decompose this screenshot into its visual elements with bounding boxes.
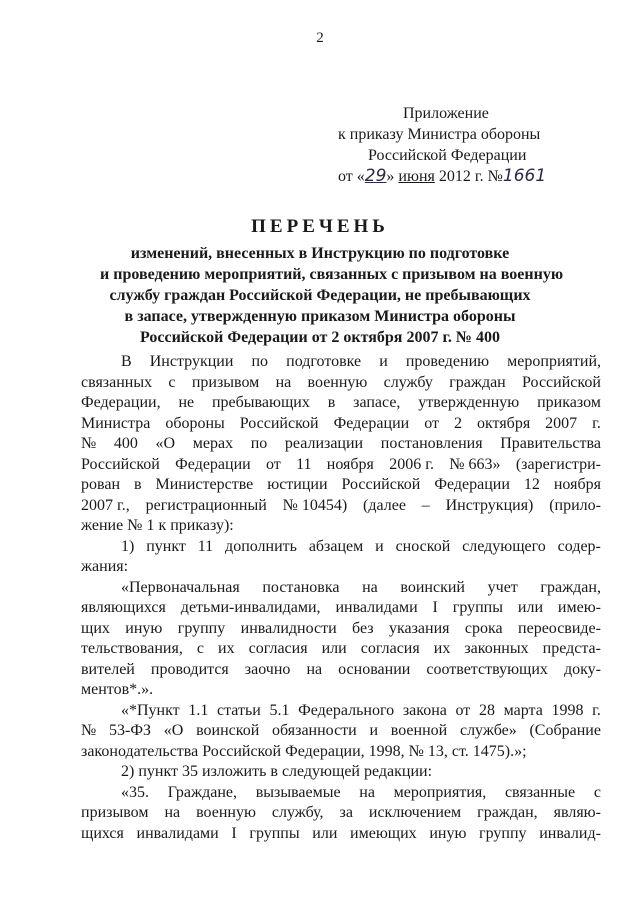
word: следующего [462, 537, 546, 555]
title-line: Российской Федерации от 2 октября 2007 г. № 400 [140, 329, 500, 346]
date-day-handwritten: 29 [364, 166, 387, 186]
word: инвалидами [136, 824, 219, 842]
document-title [100, 214, 564, 348]
text-line [81, 742, 601, 763]
word: в [133, 476, 142, 493]
word: В [121, 353, 132, 370]
word: инвалид- [539, 824, 601, 842]
word: или [321, 640, 347, 657]
word: согласия [248, 640, 308, 657]
word: содер- [557, 537, 601, 555]
word: регистрационный [145, 496, 267, 514]
word: группы [249, 824, 300, 842]
word: 1998 [551, 701, 584, 719]
date-month: июня [398, 168, 435, 185]
word: граждан, [540, 578, 601, 596]
word: имеющих [350, 824, 417, 842]
word: «*Пункт [121, 701, 180, 719]
word: Российской [239, 414, 319, 432]
text-line [81, 434, 601, 455]
word: октября [476, 414, 531, 432]
word: Министерстве [155, 476, 254, 493]
word: постановления [380, 435, 483, 452]
word: учет [487, 578, 518, 596]
word: исключением [368, 804, 462, 821]
word: Инструкция) [445, 496, 534, 514]
word: проводится [150, 660, 229, 678]
word: граждан, [477, 804, 538, 821]
word: 12 [523, 476, 540, 493]
word: и [379, 353, 388, 370]
word: № 663» [449, 455, 501, 473]
word: 2) пункт 35 изложить в следующей редакции: [121, 763, 433, 780]
appendix-line-3: Российской Федерации [368, 147, 527, 164]
text-line [81, 598, 601, 619]
word: переосвиде- [518, 619, 601, 637]
page-number: 2 [316, 30, 324, 46]
word: обязанности [272, 722, 357, 739]
word: службе» [459, 722, 517, 739]
word: связанные [504, 783, 576, 801]
word: закона [402, 701, 447, 719]
text-line [81, 824, 601, 845]
word: являющихся [81, 599, 166, 616]
word: (зарегистри- [515, 455, 601, 473]
word: доку- [563, 660, 601, 678]
word: пункт [146, 537, 186, 555]
word: на [359, 783, 375, 801]
word: Федерального [298, 701, 395, 719]
word: указания [388, 619, 450, 637]
word: и [375, 537, 384, 555]
word: 53-ФЗ [109, 722, 151, 739]
word: не [178, 394, 195, 411]
text-line [81, 516, 601, 537]
word: дополнить [225, 537, 297, 555]
word: Федерации [175, 455, 251, 473]
word: вителей [81, 660, 135, 678]
word: основании [338, 660, 411, 678]
text-line [81, 619, 601, 640]
word: военную [196, 804, 256, 821]
word: граждан [449, 373, 506, 391]
text-line [81, 803, 601, 824]
word: 1) [121, 537, 135, 555]
word: запасе, [353, 394, 401, 411]
word: щих [81, 619, 110, 637]
word: 11 [296, 455, 312, 473]
word: 11 [197, 537, 214, 555]
word: призывом [191, 373, 260, 391]
word: 1.1 [188, 701, 209, 719]
word: предста- [542, 640, 601, 657]
word: вызываемые [255, 783, 341, 801]
word: законных [464, 640, 529, 657]
title-line: изменений, внесенных в Инструкцию по подготовке [130, 245, 510, 262]
date-mid: » [386, 168, 399, 185]
word: Российской [341, 476, 421, 493]
word: их [218, 640, 235, 657]
word: № 10454) [282, 496, 348, 514]
word: постановка [262, 578, 340, 596]
word: без [352, 619, 374, 637]
word: (Собрание [529, 722, 601, 739]
word: 2007 г., [81, 496, 130, 514]
word: службу [383, 373, 433, 391]
word: статьи [216, 701, 261, 719]
word: их [433, 640, 451, 657]
word: на [306, 660, 323, 678]
word: детьми-инвалидами, [180, 599, 321, 616]
word: I [432, 599, 438, 616]
word: тельствования, [81, 640, 183, 657]
title-lines [100, 243, 564, 348]
word: заочно [244, 660, 291, 678]
word: или [312, 824, 338, 842]
text-line [81, 414, 601, 435]
date-year: 2012 г. № [434, 168, 503, 185]
word: рован [81, 476, 121, 493]
text-line [81, 660, 601, 681]
word: и [369, 722, 379, 739]
word: мерах [192, 435, 234, 452]
word: – [421, 496, 430, 514]
word: абзацем [308, 537, 364, 555]
word: на [164, 804, 181, 821]
word: с [196, 640, 204, 657]
word: 28 [478, 701, 495, 719]
word: утвержденную [418, 394, 520, 411]
text-line [81, 578, 601, 599]
word: № [81, 722, 97, 739]
word: группу [479, 824, 527, 842]
word: Федерации, [81, 394, 161, 411]
word: проведению [405, 353, 490, 370]
word: «О [155, 435, 176, 452]
word: Граждане, [167, 783, 237, 801]
word: г. [592, 701, 601, 719]
word: военной [390, 722, 448, 739]
word: г. [592, 414, 601, 432]
word: (прило- [549, 496, 601, 514]
word: 5.1 [269, 701, 290, 719]
word: Российской [522, 373, 601, 391]
word: за [339, 804, 353, 821]
word: группы [452, 599, 503, 616]
word: сноской [395, 537, 451, 555]
word: срока [464, 619, 503, 637]
word: с [593, 783, 601, 801]
word: от [455, 701, 471, 719]
appendix-header [338, 103, 618, 187]
word: пребывающих [211, 394, 310, 411]
text-line [81, 783, 601, 804]
word: 2 [453, 414, 462, 432]
word: марта [503, 701, 543, 719]
word: «Первоначальная [121, 578, 240, 596]
text-line [81, 352, 601, 373]
word: ноября [553, 476, 601, 493]
word: Федерации [333, 414, 410, 432]
word: инвалидности [240, 619, 337, 637]
word: 400 [113, 435, 138, 452]
word: реализации [284, 435, 364, 452]
text-line [81, 393, 601, 414]
word: обороны [165, 414, 225, 432]
word: по [250, 435, 268, 452]
word: Федерации [434, 476, 510, 493]
appendix-line-1: Приложение [403, 105, 489, 122]
text-line [81, 557, 601, 578]
text-line [81, 537, 601, 558]
word: группу [177, 619, 226, 637]
word: на [275, 373, 292, 391]
word: юстиции [267, 476, 328, 493]
word: согласия [360, 640, 420, 657]
word: Инструкции [149, 353, 234, 370]
text-line [81, 373, 601, 394]
word: связанных [81, 373, 153, 391]
title-line: в запасе, утвержденную приказом Министра обороны [124, 308, 516, 325]
word: воинской [196, 722, 260, 739]
document-body [81, 352, 601, 844]
order-number-handwritten: 1661 [502, 166, 547, 186]
appendix-date-line [338, 166, 618, 187]
word: с [168, 373, 176, 391]
title-line: и проведению мероприятий, связанных с призывом на военную [100, 266, 564, 283]
word: воинский [400, 578, 465, 596]
text-line [81, 455, 601, 476]
word: иную [125, 619, 163, 637]
word: щихся [81, 824, 124, 842]
word: являю- [553, 804, 601, 821]
word: Правительства [500, 435, 601, 452]
word: жания: [81, 558, 129, 575]
word: по [251, 353, 269, 370]
word: от [266, 455, 281, 473]
word: (далее [363, 496, 406, 514]
word: Российской [81, 455, 160, 473]
word: ноября [326, 455, 374, 473]
word: призывом [81, 804, 149, 821]
word: I [231, 824, 237, 842]
word: № [81, 435, 97, 452]
word: мероприятия, [393, 783, 487, 801]
text-line [81, 721, 601, 742]
word: мероприятий, [507, 353, 601, 370]
word: военную [307, 373, 368, 391]
word: «35. [121, 783, 149, 801]
text-line [81, 475, 601, 496]
text-line [81, 496, 601, 517]
word: подготовке [286, 353, 362, 370]
title-line: службу граждан Российской Федерации, не пребывающих [109, 287, 531, 304]
word: соответствующих [426, 660, 548, 678]
word: иную [429, 824, 467, 842]
word: жение № 1 к приказу): [81, 517, 234, 534]
word: 2006 г. [389, 455, 434, 473]
word: на [362, 578, 378, 596]
word: 2007 [545, 414, 578, 432]
word: законодательства Российской Федерации, 1998, № 13, ст. 1475).»; [81, 742, 527, 760]
word: службу, [271, 804, 324, 821]
word: от [424, 414, 439, 432]
title-main: ПЕРЕЧЕНЬ [251, 216, 389, 237]
word: «О [163, 722, 184, 739]
text-line [81, 639, 601, 660]
word: инвалидами [335, 599, 418, 616]
word: имею- [557, 599, 601, 616]
text-line [81, 762, 601, 783]
word: ментов*.». [81, 681, 154, 698]
word: или [517, 599, 544, 616]
word: приказом [537, 394, 601, 411]
date-prefix: от « [338, 168, 365, 185]
appendix-line-2: к приказу Министра обороны [338, 126, 541, 143]
text-line [81, 701, 601, 722]
text-line [81, 680, 601, 701]
word: Министра [81, 414, 151, 432]
word: в [327, 394, 336, 411]
